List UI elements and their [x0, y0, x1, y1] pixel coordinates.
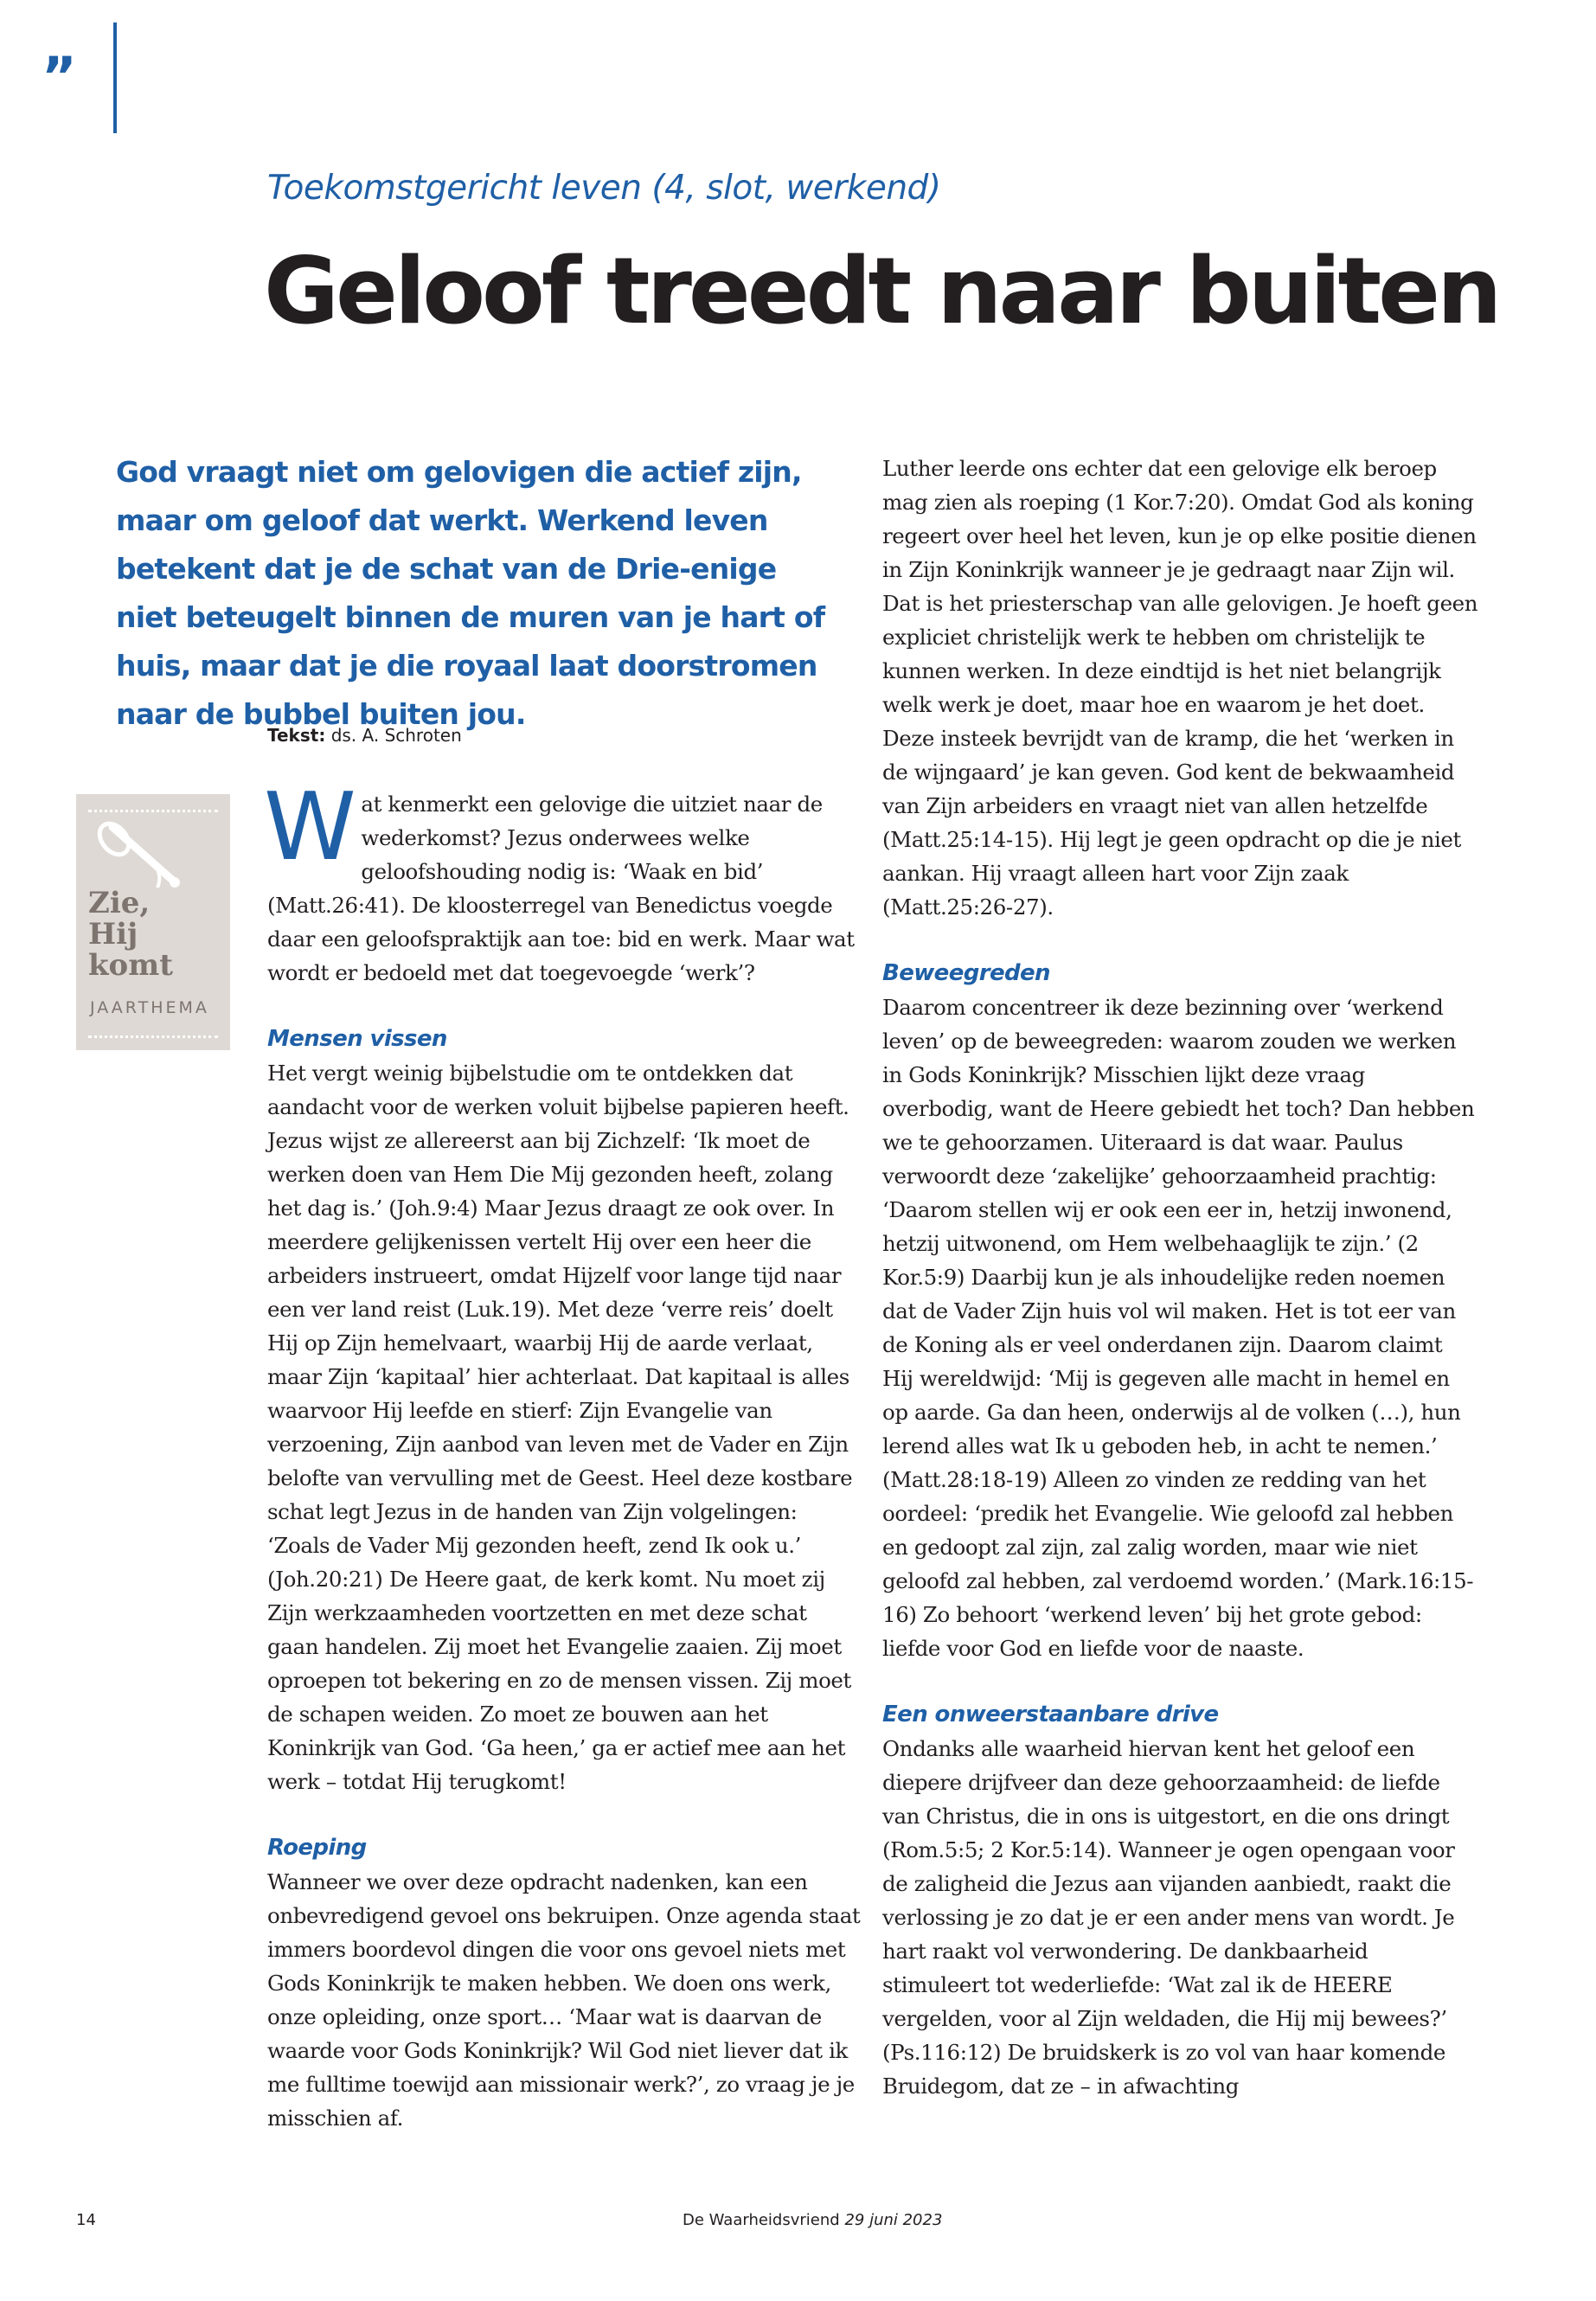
- section-heading-drive: Een onweerstaanbare drive: [882, 1702, 1219, 1727]
- dotted-divider: [88, 1035, 218, 1038]
- byline-author: ds. A. Schroten: [330, 725, 462, 746]
- theme-title: [88, 888, 173, 981]
- right-column: [882, 452, 1479, 2103]
- section-heading-beweegreden: Beweegreden: [882, 960, 1050, 986]
- body-paragraph: Luther leerde ons echter dat een gelovige elk beroep mag zien als roeping (1 Kor.7:20). Omdat God als koning regeert over heel het leven, kun je op elke positie dienen in Zijn Koninkrijk wanneer je je gedraagt naar Zijn wil. Dat is het priesterschap van alle gelovigen. Je hoeft geen expliciet christelijk werk te hebben om christelijk te kunnen werken. In deze eindtijd is het niet belangrijk welk werk je doet, maar hoe en waarom je het doet. Deze insteek bevrijdt van de kramp, die het ‘werken in de wijngaard’ je kan geven. God kent de bekwaamheid van Zijn arbeiders en vraagt niet van allen hetzelfde (Matt.25:14-15). Hij legt je geen opdracht op die je niet aankan. Hij vraagt alleen hart voor Zijn zaak (Matt.25:26-27).: [882, 456, 1478, 920]
- theme-subtitle: JAARTHEMA: [90, 998, 209, 1017]
- section-heading-roeping: Roeping: [267, 1835, 367, 1861]
- byline: [267, 725, 462, 746]
- drop-cap: W: [264, 773, 356, 881]
- issue-date: 29 juni 2023: [844, 2211, 943, 2229]
- body-paragraph: Wanneer we over deze opdracht nadenken, kan een onbevredigend gevoel ons bekruipen. Onze agenda staat immers boordevol dingen die voor ons gevoel niets met Gods Koninkrijk te maken hebben. We doen ons werk, onze opleiding, onze sport… ‘Maar wat is daarvan de waarde voor Gods Koninkrijk? Wil God niet liever dat ik me fulltime toewijd aan missionair werk?’, zo vraag je je misschien af.: [267, 1869, 861, 2131]
- body-paragraph: Het vergt weinig bijbelstudie om te ontdekken dat aandacht voor de werken voluit bijbelse papieren heeft. Jezus wijst ze allereerst aan bij Zichzelf: ‘Ik moet de werken doen van Hem Die Mij gezonden heeft, zolang het dag is.’ (Joh.9:4) Maar Jezus draagt ze ook over. In meerdere gelijkenissen vertelt Hij over een heer die arbeiders instrueert, omdat Hijzelf voor lange tijd naar een ver land reist (Luk.19). Met deze ‘verre reis’ doelt Hij op Zijn hemelvaart, waarbij Hij de aarde verlaat, maar Zijn ‘kapitaal’ hier achterlaat. Dat kapitaal is alles waarvoor Hij leefde en stierf: Zijn Evangelie van verzoening, Zijn aanbod van leven met de Vader en Zijn belofte van vervulling met de Geest. Heel deze kostbare schat legt Jezus in de handen van Zijn volgelingen: ‘Zoals de Vader Mij gezonden heeft, zend Ik ook u.’ (Joh.20:21) De Heere gaat, de kerk komt. Nu moet zij Zijn werkzaamheden voortzetten en met deze schat gaan handelen. Zij moet het Evangelie zaaien. Zij moet oproepen tot bekering en zo de mensen vissen. Zij moet de schapen weiden. Zo moet ze bouwen aan het Koninkrijk van God. ‘Ga heen,’ ga er actief mee aan het werk – totdat Hij terugkomt!: [267, 1061, 853, 1794]
- opening-text: at kenmerkt een gelovige die uitziet naar de wederkomst? Jezus onderwees welke geloofshouding nodig is: ‘Waak en bid’ (Matt.26:41). De kloosterregel van Benedictus voegde daar een geloofspraktijk aan toe: bid en werk. Maar wat wordt er bedoeld met dat toegevoegde ‘werk’?: [267, 792, 855, 985]
- dotted-divider: [88, 810, 218, 812]
- left-column: [264, 773, 864, 2135]
- theme-box: [76, 794, 230, 1050]
- quote-mark: ”: [42, 45, 77, 108]
- footer-magazine: [683, 2211, 942, 2229]
- theme-line-1: Zie,: [88, 886, 151, 920]
- byline-label: Tekst:: [267, 725, 326, 746]
- series-title: Toekomstgericht leven (4, slot, werkend): [267, 169, 941, 208]
- theme-line-3: komt: [88, 948, 173, 983]
- intro-paragraph: God vraagt niet om gelovigen die actief zijn, maar om geloof dat werkt. Werkend leven betekent dat je de schat van de Drie-enige niet beteugelt binnen de muren van je hart of huis, maar dat je die royaal laat doorstromen naar de bubbel buiten jou.: [116, 455, 825, 731]
- page-title: Geloof treedt naar buiten: [264, 238, 1499, 344]
- section-heading-mensen-vissen: Mensen vissen: [267, 1026, 447, 1052]
- magazine-name: De Waarheidsvriend: [683, 2211, 840, 2229]
- body-paragraph: Daarom concentreer ik deze bezinning over ‘werkend leven’ op de beweegreden: waarom zouden we werken in Gods Koninkrijk? Misschien lijkt deze vraag overbodig, want de Heere gebiedt het toch? Dan hebben we te gehoorzamen. Uiteraard is dat waar. Paulus verwoordt deze ‘zakelijke’ gehoorzaamheid prachtig: ‘Daarom stellen wij er ook een eer in, hetzij inwonend, hetzij uitwonend, om Hem welbehaaglijk te zijn.’ (2 Kor.5:9) Daarbij kun je als inhoudelijke reden noemen dat de Vader Zijn huis vol wil maken. Het is tot eer van de Koning als er veel onderdanen zijn. Daarom claimt Hij wereldwijd: ‘Mij is gegeven alle macht in hemel en op aarde. Ga dan heen, onderwijs al de volken (…), hun lerend alles wat Ik u geboden heb, in acht te nemen.’ (Matt.28:18-19) Alleen zo vinden ze redding van het oordeel: ‘predik het Evangelie. Wie geloofd zal hebben en gedoopt zal zijn, zal zalig worden, maar wie niet geloofd zal hebben, zal verdoemd worden.’ (Mark.16:15-16) Zo behoort ‘werkend leven’ bij het grote gebod: liefde voor God en liefde voor de naaste.: [882, 995, 1475, 1661]
- theme-line-2: Hij: [88, 917, 138, 952]
- top-divider: [113, 22, 117, 133]
- page-number: 14: [76, 2211, 96, 2229]
- opening-paragraph: [264, 773, 864, 990]
- body-paragraph: Ondanks alle waarheid hiervan kent het geloof een diepere drijfveer dan deze gehoorzaamheid: de liefde van Christus, die in ons is uitgestort, en die ons dringt (Rom.5:5; 2 Kor.5:14). Wanneer je ogen opengaan voor de zaligheid die Jezus aan vijanden aanbiedt, raakt die verlossing je zo dat je er een ander mens van wordt. Je hart raakt vol verwondering. De dankbaarheid stimuleert tot wederliefde: ‘Wat zal ik de HEERE vergelden, voor al Zijn weldaden, die Hij mij bewees?’ (Ps.116:12) De bruidskerk is zo vol van haar komende Bruidegom, dat ze – in afwachting: [882, 1736, 1455, 2099]
